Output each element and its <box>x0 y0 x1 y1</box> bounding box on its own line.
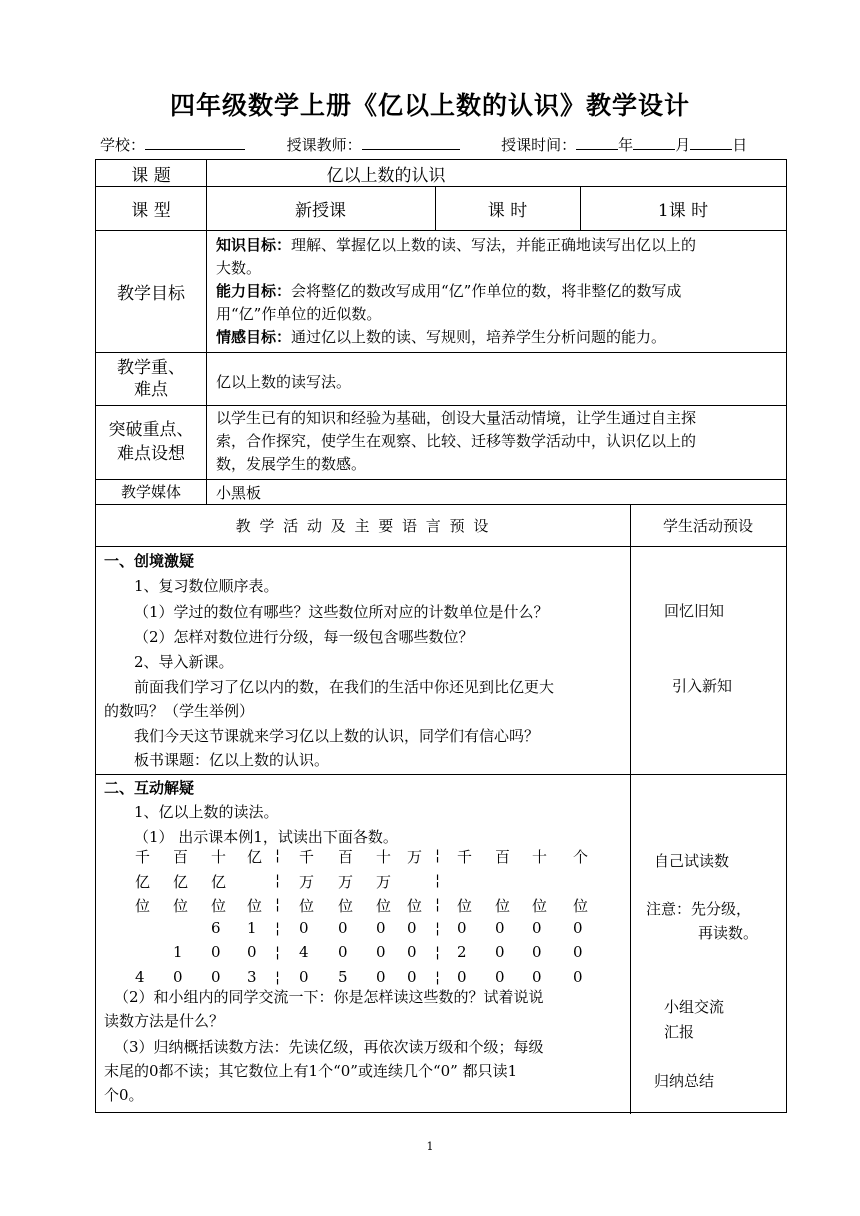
place-value-cell: 十 <box>376 848 392 866</box>
day-blank <box>690 135 732 150</box>
place-value-cell: 0 <box>376 968 386 986</box>
place-value-cell: 0 <box>495 968 505 986</box>
key-label: 教学重、 难点 <box>117 357 185 400</box>
place-value-cell: 位 <box>135 897 151 915</box>
place-value-cell: 百 <box>495 848 511 866</box>
place-value-cell: 4 <box>299 943 309 961</box>
level-divider: ¦ <box>275 919 281 937</box>
place-value-cell: 0 <box>376 943 386 961</box>
section2-note-6: 归纳总结 <box>654 1072 715 1090</box>
school-blank <box>145 135 245 150</box>
place-value-cell: 0 <box>338 943 348 961</box>
place-value-cell: 0 <box>407 943 417 961</box>
month-label: 月 <box>675 136 691 154</box>
place-value-cell: 十 <box>532 848 548 866</box>
place-value-cell: 位 <box>299 897 315 915</box>
school-label: 学校： <box>100 136 146 154</box>
page-number: 1 <box>426 1140 434 1153</box>
media-label: 教学媒体 <box>120 483 181 501</box>
goals-label: 教学目标 <box>117 283 185 304</box>
section2-note-5: 汇报 <box>664 1023 695 1041</box>
teacher-blank <box>362 135 460 150</box>
place-value-cell: 0 <box>407 919 417 937</box>
place-value-cell: 万 <box>376 873 392 891</box>
section1-content: 一、创境激疑 1、复习数位顺序表。 （1）学过的数位有哪些？这些数位所对应的计数单位是什么？ （2）怎样对数位进行分级，每一级包含哪些数位？ 2、导入新课。 前面我们学习了亿以内的数，在我们的生活中你还见到比亿更大 的数吗？（学生举例） 我们今天这节课就来学习亿以上数的认识，同学们有信心吗？ 板书课题：亿以上数的认识。 <box>104 552 555 769</box>
place-value-cell: 0 <box>495 919 505 937</box>
period-label: 课 时 <box>487 200 528 221</box>
level-divider: ¦ <box>275 846 281 864</box>
teacher-label: 授课教师： <box>286 136 362 154</box>
document-title: 四年级数学上册《亿以上数的认识》教学设计 <box>169 91 690 120</box>
place-value-cell: 0 <box>407 968 417 986</box>
section2-note-4: 小组交流 <box>664 998 725 1016</box>
key-value: 亿以上数的读写法。 <box>216 373 352 391</box>
place-value-cell: 0 <box>299 968 309 986</box>
media-value: 小黑板 <box>216 484 262 502</box>
breakthrough-label: 突破重点、 难点设想 <box>108 420 194 464</box>
place-value-cell: 0 <box>573 919 583 937</box>
level-divider: ¦ <box>275 895 281 913</box>
place-value-cell: 万 <box>299 873 315 891</box>
day-label: 日 <box>732 136 748 154</box>
section2-heading: 二、互动解疑 <box>104 779 195 797</box>
place-value-cell: 4 <box>135 968 145 986</box>
year-blank <box>576 135 618 150</box>
goal-ability: 能力目标：会将整亿的数改写成用“亿”作单位的数，将非整亿的数写成 <box>216 282 682 300</box>
goal-knowledge-cont: 大数。 <box>216 259 262 277</box>
place-value-cell: 位 <box>376 897 392 915</box>
place-value-cell: 0 <box>338 919 348 937</box>
place-value-cell: 十 <box>211 848 227 866</box>
place-value-cell: 0 <box>573 943 583 961</box>
lesson-table <box>95 159 787 1113</box>
place-value-cell: 6 <box>211 919 221 937</box>
activity-header: 教 学 活 动 及 主 要 语 言 预 设 <box>235 516 491 535</box>
place-value-cell: 位 <box>457 897 473 915</box>
level-divider: ¦ <box>435 943 441 961</box>
level-divider: ¦ <box>435 919 441 937</box>
place-value-cell: 5 <box>338 968 348 986</box>
place-value-cell: 百 <box>173 848 189 866</box>
section1-note-1: 回忆旧知 <box>664 602 725 620</box>
place-value-cell: 2 <box>457 943 467 961</box>
place-value-cell: 0 <box>532 919 542 937</box>
place-value-table <box>96 160 630 1114</box>
place-value-cell: 1 <box>173 943 183 961</box>
place-value-cell: 亿 <box>247 848 263 866</box>
level-divider: ¦ <box>435 846 441 864</box>
place-value-cell: 千 <box>135 848 151 866</box>
level-divider: ¦ <box>275 968 281 986</box>
section2-note-2: 注意：先分级， <box>646 900 752 918</box>
place-value-cell: 亿 <box>173 873 189 891</box>
place-value-cell: 个 <box>573 848 589 866</box>
section1-note-2: 引入新知 <box>672 677 733 695</box>
place-value-cell: 0 <box>495 943 505 961</box>
topic-label: 课 题 <box>131 165 171 186</box>
place-value-cell: 位 <box>338 897 354 915</box>
place-value-cell: 万 <box>407 848 423 866</box>
place-value-cell: 0 <box>457 919 467 937</box>
student-header: 学生活动预设 <box>662 516 753 535</box>
period-value: 1课 时 <box>657 200 709 221</box>
level-divider: ¦ <box>275 871 281 889</box>
level-divider: ¦ <box>435 968 441 986</box>
place-value-cell: 0 <box>573 968 583 986</box>
place-value-cell: 位 <box>532 897 548 915</box>
info-line <box>100 134 780 155</box>
year-label: 年 <box>618 136 634 154</box>
place-value-cell: 位 <box>247 897 263 915</box>
place-value-cell: 0 <box>457 968 467 986</box>
place-value-cell: 位 <box>173 897 189 915</box>
goal-emotion: 情感目标：通过亿以上数的读、写规则，培养学生分析问题的能力。 <box>216 328 667 346</box>
breakthrough-content: 以学生已有的知识和经验为基础，创设大量活动情境，让学生通过自主探 索，合作探究，使学生在观察、比较、迁移等数学活动中，认识亿以上的 数，发展学生的数感。 <box>216 409 697 473</box>
type-label: 课 型 <box>131 200 171 221</box>
place-value-cell: 百 <box>338 848 354 866</box>
time-label: 授课时间： <box>501 136 577 154</box>
level-divider: ¦ <box>435 871 441 889</box>
place-value-cell: 位 <box>407 897 423 915</box>
place-value-cell: 0 <box>173 968 183 986</box>
place-value-cell: 位 <box>211 897 227 915</box>
type-value: 新授课 <box>295 200 346 221</box>
place-value-cell: 千 <box>299 848 315 866</box>
place-value-cell: 位 <box>573 897 589 915</box>
level-divider: ¦ <box>275 943 281 961</box>
place-value-cell: 1 <box>247 919 257 937</box>
place-value-cell: 0 <box>532 943 542 961</box>
goal-ability-cont: 用“亿”作单位的近似数。 <box>216 305 382 323</box>
place-value-cell: 0 <box>532 968 542 986</box>
place-value-cell: 3 <box>247 968 257 986</box>
topic-value: 亿以上数的认识 <box>326 165 446 186</box>
place-value-cell: 0 <box>247 943 257 961</box>
place-value-cell: 0 <box>211 968 221 986</box>
month-blank <box>633 135 675 150</box>
place-value-cell: 位 <box>495 897 511 915</box>
place-value-cell: 亿 <box>211 873 227 891</box>
place-value-cell: 万 <box>338 873 354 891</box>
section2-content: 二、互动解疑 1、亿以上数的读法。 （1） 出示课本例1，试读出下面各数。 （2）和小组内的同学交流一下：你是怎样读这些数的？试着说说 读数方法是什么？ （3）归纳概括读数方法：先读亿级，再依次读万级和个级；每级 末尾的0都不读；其它数位上有1个“0”或连续几个“0” 都只读1 个0。 <box>104 779 544 1104</box>
section2-note-1: 自己试读数 <box>654 852 730 870</box>
section2-note-3: 再读数。 <box>698 924 759 942</box>
place-value-cell: 0 <box>376 919 386 937</box>
place-value-cell: 亿 <box>135 873 151 891</box>
level-divider: ¦ <box>435 895 441 913</box>
place-value-cell: 0 <box>211 943 221 961</box>
place-value-cell: 千 <box>457 848 473 866</box>
section1-heading: 一、创境激疑 <box>104 552 195 570</box>
goal-knowledge: 知识目标：理解、掌握亿以上数的读、写法，并能正确地读写出亿以上的 <box>216 236 697 254</box>
place-value-cell: 0 <box>299 919 309 937</box>
